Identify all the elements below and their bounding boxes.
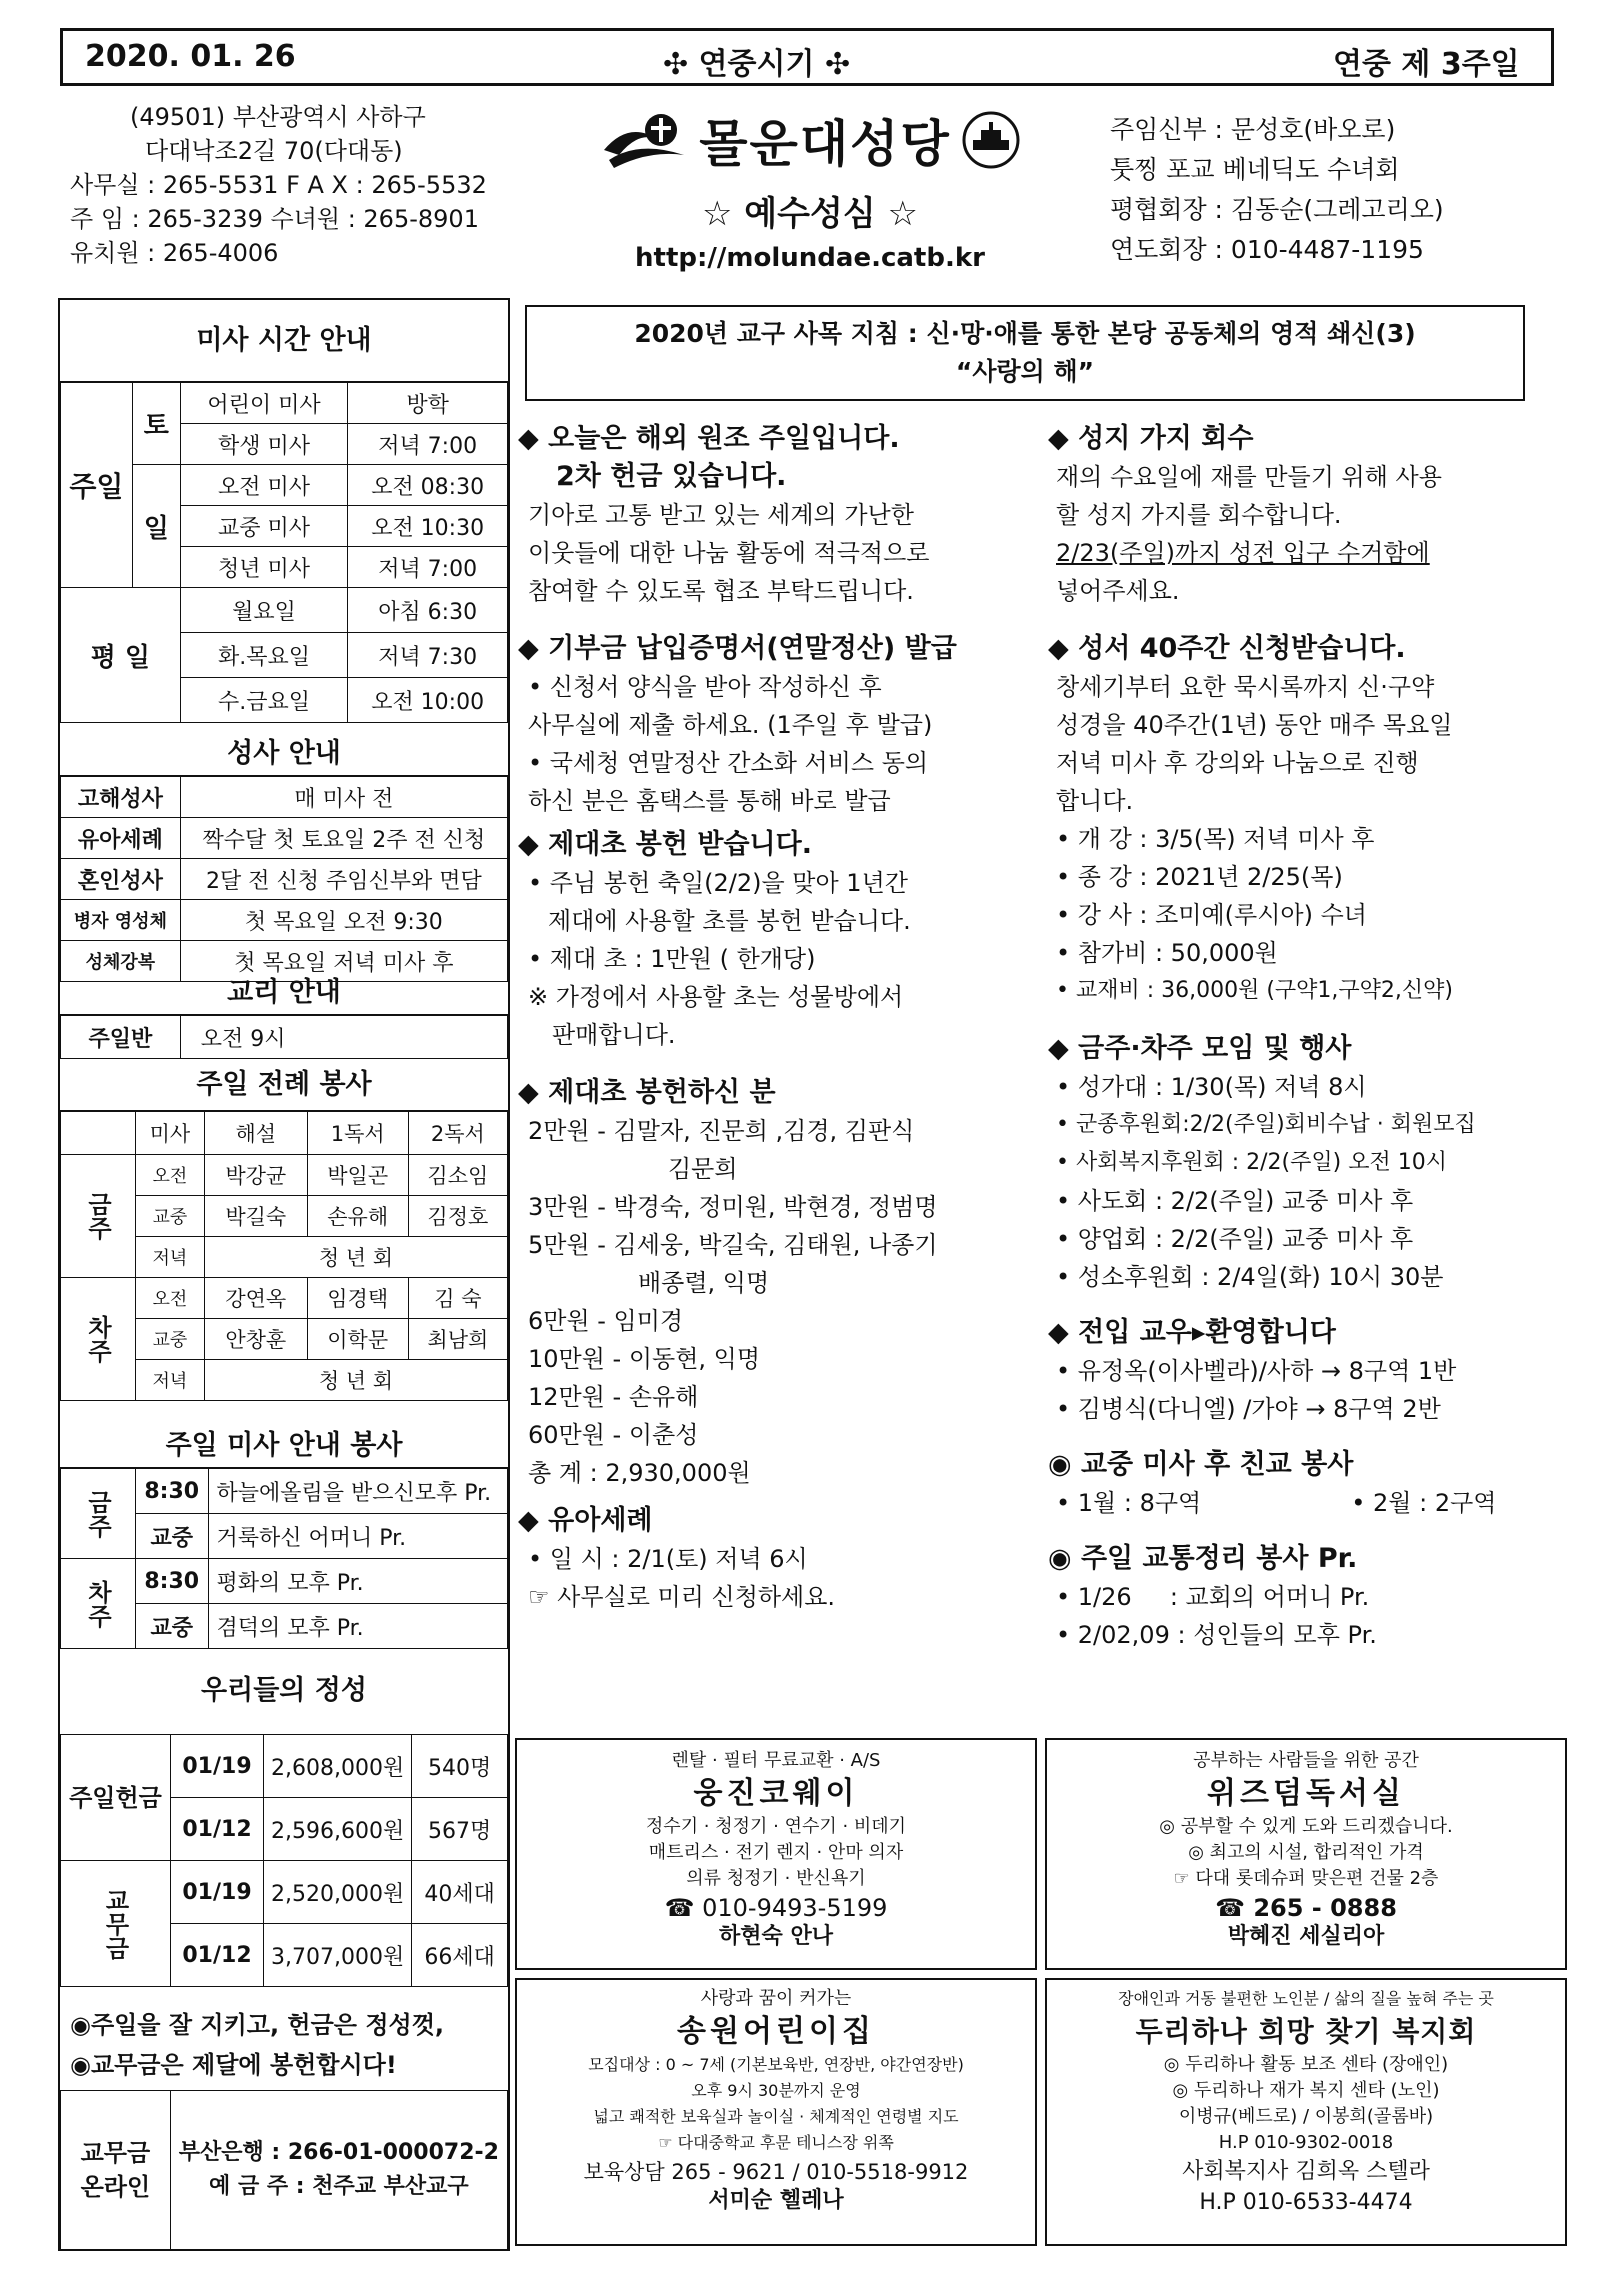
mass-slot: 저녁 bbox=[136, 1237, 205, 1278]
liturgical-season: ✣ 연중시기 ✣ bbox=[663, 47, 851, 82]
reader-1: 임경택 bbox=[307, 1278, 408, 1319]
notice-heading: ◆ 전입 교우▸환영합니다 bbox=[1048, 1317, 1336, 1348]
guide-group: 평화의 모후 Pr. bbox=[208, 1559, 508, 1604]
donor-line: 12만원 - 손유해 bbox=[528, 1383, 699, 1411]
sacraments-table bbox=[60, 776, 508, 982]
notice-text: • 참가비 : 50,000원 bbox=[1056, 939, 1278, 967]
next-week-label: 차주 bbox=[61, 1278, 136, 1401]
offering-amount: 2,520,000원 bbox=[263, 1861, 411, 1924]
ad-text: ☞ 다대 롯데슈퍼 맞은편 건물 2층 bbox=[1173, 1868, 1439, 1889]
notice-heading: 2차 헌금 있습니다. bbox=[556, 461, 787, 492]
mass-time: 오전 10:30 bbox=[348, 506, 508, 547]
mass-times-table bbox=[60, 382, 508, 723]
notice-heading: ◆ 성지 가지 회수 bbox=[1048, 423, 1254, 454]
mass-slot: 오전 bbox=[136, 1278, 205, 1319]
mass-name: 어린이 미사 bbox=[180, 383, 348, 424]
middle-column bbox=[518, 420, 1038, 1616]
donor-line: 김문희 bbox=[668, 1155, 738, 1183]
column-header: 미사 bbox=[136, 1112, 205, 1155]
donor-total: 총 계 : 2,930,000원 bbox=[528, 1459, 751, 1487]
liturgical-week: 연중 제 3주일 bbox=[1333, 47, 1520, 82]
offering-title: 우리들의 정성 bbox=[201, 1675, 367, 1706]
sacrament-name: 혼인성사 bbox=[61, 859, 181, 900]
notice-text: 성경을 40주간(1년) 동안 매주 목요일 bbox=[1056, 711, 1453, 739]
notice-heading: ◉ 교중 미사 후 친교 봉사 bbox=[1048, 1449, 1354, 1480]
notice-text: • 제대 초 : 1만원 ( 한개당) bbox=[528, 945, 816, 973]
event-item: • 사도회 : 2/2(주일) 교중 미사 후 bbox=[1056, 1187, 1414, 1215]
reader-1: 손유해 bbox=[307, 1196, 408, 1237]
notice-heading: ◆ 제대초 봉헌 받습니다. bbox=[518, 829, 812, 860]
ad-title: 두리하나 희망 찾기 복지회 bbox=[1135, 2015, 1477, 2048]
saturday-label: 토 bbox=[132, 383, 180, 465]
ad-owner: 서미순 헬레나 bbox=[708, 2188, 844, 2213]
ad-text: ◎ 두리하나 재가 복지 센타 (노인) bbox=[1172, 2080, 1440, 2101]
notice-text: 참여할 수 있도록 협조 부탁드립니다. bbox=[528, 577, 914, 605]
mass-slot: 교중 bbox=[136, 1604, 209, 1649]
notice-text: • 국세청 연말정산 간소화 서비스 동의 bbox=[528, 749, 929, 777]
mass-time: 저녁 7:00 bbox=[348, 547, 508, 588]
sacrament-info: 짝수달 첫 토요일 2주 전 신청 bbox=[180, 818, 507, 859]
liturgy-title: 주일 전례 봉사 bbox=[60, 1059, 508, 1111]
event-item: • 군종후원회:2/2(주일)회비수납 · 회원모집 bbox=[1056, 1112, 1476, 1137]
reader-1: 이학문 bbox=[307, 1319, 408, 1360]
offering-amount: 2,608,000원 bbox=[263, 1735, 411, 1798]
donor-line: 60만원 - 이춘성 bbox=[528, 1421, 699, 1449]
ad-tagline: 장애인과 거동 불편한 노인분 / 삶의 질을 높혀 주는 곳 bbox=[1118, 1989, 1494, 2008]
newcomer-item: • 김병식(다니엘) /가야 → 8구역 2반 bbox=[1056, 1395, 1441, 1423]
address-line-1: (49501) 부산광역시 사하구 bbox=[130, 103, 426, 131]
doctrine-table bbox=[60, 1015, 508, 1059]
offering-count: 540명 bbox=[412, 1735, 508, 1798]
ad-title: 위즈덤독서실 bbox=[1207, 1776, 1405, 1811]
notice-heading: ◆ 유아세례 bbox=[518, 1505, 653, 1536]
mass-slot: 8:30 bbox=[136, 1559, 209, 1604]
ad-text: ☞ 다대중학교 후문 테니스장 위쪽 bbox=[658, 2133, 894, 2152]
mass-name: 교중 미사 bbox=[180, 506, 348, 547]
doctrine-class: 주일반 bbox=[61, 1016, 181, 1059]
guide-service-title: 주일 미사 안내 봉사 bbox=[60, 1424, 508, 1468]
donor-line: 5만원 - 김세웅, 박길숙, 김태원, 나종기 bbox=[528, 1231, 938, 1259]
church-name: 몰운대성당 bbox=[699, 115, 951, 173]
mass-time: 저녁 7:30 bbox=[348, 633, 508, 678]
mass-slot: 오전 bbox=[136, 1155, 205, 1196]
this-week-label: 금주 bbox=[61, 1155, 136, 1278]
ad-tagline: 렌탈 · 필터 무료교환 · A/S bbox=[671, 1750, 881, 1771]
notice-text: 재의 수요일에 재를 만들기 위해 사용 bbox=[1056, 463, 1442, 491]
ad-text: ◎ 두리하나 활동 보조 센타 (장애인) bbox=[1163, 2054, 1449, 2075]
banner-line-2: “사랑의 해” bbox=[955, 357, 1095, 386]
sunday-day-label: 일 bbox=[132, 465, 180, 588]
ad-owner: 박혜진 세실리아 bbox=[1227, 1924, 1385, 1949]
ad-coway bbox=[515, 1738, 1037, 1970]
notice-text: 기아로 고통 받고 있는 세계의 가난한 bbox=[528, 501, 914, 529]
sacrament-name: 유아세례 bbox=[61, 818, 181, 859]
church-contact bbox=[70, 100, 550, 270]
mass-slot: 교중 bbox=[136, 1319, 205, 1360]
offering-date: 01/19 bbox=[171, 1861, 264, 1924]
online-label-line: 교무금 bbox=[80, 2139, 151, 2167]
guide-group: 하늘에올림을 받으신모후 Pr. bbox=[208, 1469, 508, 1514]
commentator: 안창훈 bbox=[204, 1319, 307, 1360]
commentator: 강연옥 bbox=[204, 1278, 307, 1319]
offering-date: 01/12 bbox=[171, 1924, 264, 1987]
prayer-leader: 연도회장 : 010-4487-1195 bbox=[1110, 235, 1424, 264]
reader-2: 김소임 bbox=[408, 1155, 507, 1196]
online-label-line: 온라인 bbox=[80, 2173, 151, 2201]
rectory-phone: 주 임 : 265-3239 수녀원 : 265-8901 bbox=[70, 205, 479, 233]
online-tithe-table bbox=[60, 2090, 508, 2250]
mass-time: 아침 6:30 bbox=[348, 588, 508, 633]
offering-amount: 2,596,600원 bbox=[263, 1798, 411, 1861]
traffic-duty-item: • 2/02,09 : 성인들의 모후 Pr. bbox=[1056, 1621, 1377, 1649]
ad-phone: H.P 010-6533-4474 bbox=[1199, 2190, 1413, 2215]
sacraments-title: 성사 안내 bbox=[60, 732, 508, 776]
ad-text: 이병규(베드로) / 이봉희(골롬바) bbox=[1178, 2106, 1434, 2127]
ad-text: 오후 9시 30분까지 운영 bbox=[691, 2081, 861, 2100]
notice-text: 사무실에 제출 하세요. (1주일 후 발급) bbox=[528, 711, 933, 739]
ad-durihana-welfare bbox=[1045, 1978, 1567, 2246]
sacrament-info: 첫 목요일 저녁 미사 후 bbox=[180, 941, 507, 982]
notice-text: 저녁 미사 후 강의와 나눔으로 진행 bbox=[1056, 749, 1419, 777]
offering-notes bbox=[70, 2005, 500, 2085]
notice-text: 판매합니다. bbox=[552, 1021, 676, 1049]
event-item: • 성가대 : 1/30(목) 저녁 8시 bbox=[1056, 1073, 1367, 1101]
notice-text: 2/23(주일)까지 성전 입구 수거함에 bbox=[1056, 539, 1430, 567]
mass-name: 오전 미사 bbox=[180, 465, 348, 506]
offering-count: 40세대 bbox=[412, 1861, 508, 1924]
account-holder: 예 금 주 : 천주교 부산교구 bbox=[209, 2174, 469, 2199]
notice-heading: ◆ 성서 40주간 신청받습니다. bbox=[1048, 633, 1406, 664]
offering-date: 01/12 bbox=[171, 1798, 264, 1861]
sisters-congregation: 툿찡 포교 베네딕도 수녀회 bbox=[1110, 155, 1400, 184]
notice-heading: ◉ 주일 교통정리 봉사 Pr. bbox=[1048, 1543, 1358, 1574]
liturgy-table bbox=[60, 1111, 508, 1401]
guide-group: 겸덕의 모후 Pr. bbox=[208, 1604, 508, 1649]
mass-slot: 교중 bbox=[136, 1514, 209, 1559]
commentator: 박강균 bbox=[204, 1155, 307, 1196]
notice-text: 이웃들에 대한 나눔 활동에 적극적으로 bbox=[528, 539, 930, 567]
left-column bbox=[58, 298, 510, 2251]
address-line-2: 다대낙조2길 70(다대동) bbox=[145, 137, 403, 165]
doctrine-title: 교리 안내 bbox=[60, 971, 508, 1015]
ad-songwon-daycare bbox=[515, 1978, 1037, 2246]
donor-line: 3만원 - 박경숙, 정미원, 박현경, 정범명 bbox=[528, 1193, 938, 1221]
offering-count: 567명 bbox=[412, 1798, 508, 1861]
mass-slot: 교중 bbox=[136, 1196, 205, 1237]
sacrament-name: 고해성사 bbox=[61, 777, 181, 818]
guide-service-table bbox=[60, 1468, 508, 1649]
mass-time: 저녁 7:00 bbox=[348, 424, 508, 465]
event-item: • 성소후원회 : 2/4일(화) 10시 30분 bbox=[1056, 1263, 1444, 1291]
ad-text: 의류 청정기 · 반신욕기 bbox=[686, 1868, 866, 1889]
notice-heading: ◆ 오늘은 해외 원조 주일입니다. bbox=[518, 423, 900, 454]
offering-amount: 3,707,000원 bbox=[263, 1924, 411, 1987]
next-week-label: 차주 bbox=[61, 1559, 136, 1649]
pastor: 주임신부 : 문성호(바오로) bbox=[1110, 115, 1396, 144]
ad-owner: 사회복지사 김희옥 스텔라 bbox=[1182, 2159, 1430, 2184]
reader-2: 최남희 bbox=[408, 1319, 507, 1360]
kindergarten-phone: 유치원 : 265-4006 bbox=[70, 239, 279, 267]
top-bar bbox=[60, 28, 1554, 86]
sacrament-info: 2달 전 신청 주임신부와 면담 bbox=[180, 859, 507, 900]
notice-text: 창세기부터 요한 묵시록까지 신·구약 bbox=[1056, 673, 1435, 701]
commentator: 박길숙 bbox=[204, 1196, 307, 1237]
office-phone: 사무실 : 265-5531 F A X : 265-5532 bbox=[70, 171, 487, 199]
sacrament-name: 성체강복 bbox=[61, 941, 181, 982]
sacrament-info: 첫 목요일 오전 9:30 bbox=[180, 900, 507, 941]
mass-time: 오전 10:00 bbox=[348, 678, 508, 723]
notice-text: • 종 강 : 2021년 2/25(목) bbox=[1056, 863, 1343, 891]
mass-name: 청년 미사 bbox=[180, 547, 348, 588]
column-header: 1독서 bbox=[307, 1112, 408, 1155]
reader-2: 김 숙 bbox=[408, 1278, 507, 1319]
notice-text: 하신 분은 홈택스를 통해 바로 발급 bbox=[528, 787, 891, 815]
donor-line: 10만원 - 이동현, 익명 bbox=[528, 1345, 761, 1373]
reader-2: 김정호 bbox=[408, 1196, 507, 1237]
donor-line: 6만원 - 임미경 bbox=[528, 1307, 684, 1335]
mass-name: 월요일 bbox=[180, 588, 348, 633]
offering-count: 66세대 bbox=[412, 1924, 508, 1987]
event-item: • 사회복지후원회 : 2/2(주일) 오전 10시 bbox=[1056, 1150, 1447, 1175]
this-week-label: 금주 bbox=[61, 1469, 136, 1559]
sunday-label: 주일 bbox=[61, 383, 133, 588]
ad-text: ◎ 최고의 시설, 합리적인 가격 bbox=[1188, 1842, 1424, 1863]
ad-text: 모집대상 : 0 ~ 7세 (기본보육반, 연장반, 야간연장반) bbox=[588, 2055, 964, 2074]
ship-emblem-icon bbox=[961, 110, 1021, 170]
sacrament-info: 매 미사 전 bbox=[180, 777, 507, 818]
notice-text: • 강 사 : 조미예(루시아) 수녀 bbox=[1056, 901, 1367, 929]
banner-line-1: 2020년 교구 사목 지침 : 신·망·애를 통한 본당 공동체의 영적 쇄신(3) bbox=[634, 319, 1416, 348]
church-motto: ☆ 예수성심 ☆ bbox=[701, 194, 918, 234]
mass-slot: 8:30 bbox=[136, 1469, 209, 1514]
notice-text: • 주님 봉헌 축일(2/2)을 맞아 1년간 bbox=[528, 869, 908, 897]
column-header: 2독서 bbox=[408, 1112, 507, 1155]
notice-text: 넣어주세요. bbox=[1056, 577, 1180, 605]
ad-owner: 하현숙 안나 bbox=[719, 1924, 833, 1949]
ad-phone: 보육상담 265 - 9621 / 010-5518-9912 bbox=[583, 2160, 969, 2184]
pastoral-theme-banner bbox=[525, 305, 1525, 401]
notice-text: 할 성지 가지를 회수합니다. bbox=[1056, 501, 1342, 529]
guide-group: 거룩하신 어머니 Pr. bbox=[208, 1514, 508, 1559]
issue-date: 2020. 01. 26 bbox=[85, 39, 296, 74]
mass-name: 학생 미사 bbox=[180, 424, 348, 465]
ad-title: 웅진코웨이 bbox=[693, 1776, 859, 1811]
fellowship-item: • 1월 : 8구역 bbox=[1056, 1489, 1202, 1517]
notice-text: ※ 가정에서 사용할 초는 성물방에서 bbox=[528, 983, 904, 1011]
mass-times-title: 미사 시간 안내 bbox=[60, 300, 508, 382]
sacrament-name: 병자 영성체 bbox=[61, 900, 181, 941]
church-logo-icon bbox=[599, 110, 689, 170]
notice-heading: ◆ 금주·차주 모임 및 행사 bbox=[1048, 1033, 1352, 1064]
newcomer-item: • 유정옥(이사벨라)/사하 → 8구역 1반 bbox=[1056, 1357, 1457, 1385]
notice-text: ☞ 사무실로 미리 신청하세요. bbox=[528, 1583, 836, 1611]
ad-text: ◎ 공부할 수 있게 도와 드리겠습니다. bbox=[1159, 1816, 1453, 1837]
youth-group: 청 년 회 bbox=[204, 1237, 507, 1278]
fellowship-item: • 2월 : 2구역 bbox=[1351, 1489, 1497, 1517]
tithe-label: 교무금 bbox=[61, 1861, 171, 1987]
offering-date: 01/19 bbox=[171, 1735, 264, 1798]
ad-title: 송원어린이집 bbox=[677, 2014, 875, 2049]
notice-text: • 일 시 : 2/1(토) 저녁 6시 bbox=[528, 1545, 808, 1573]
notice-text: 제대에 사용할 초를 봉헌 받습니다. bbox=[548, 907, 911, 935]
column-header: 해설 bbox=[204, 1112, 307, 1155]
ad-text: 매트리스 · 전기 렌지 · 안마 의자 bbox=[648, 1842, 904, 1863]
mass-name: 화.목요일 bbox=[180, 633, 348, 678]
bank-account: 부산은행 : 266-01-000072-2 bbox=[178, 2140, 499, 2165]
ad-phone: ☎ 265 - 0888 bbox=[1215, 1894, 1397, 1922]
donor-line: 2만원 - 김말자, 진문희 ,김경, 김판식 bbox=[528, 1117, 915, 1145]
ad-wisdom-study bbox=[1045, 1738, 1567, 1970]
right-column bbox=[1048, 420, 1568, 1654]
council-president: 평협회장 : 김동순(그레고리오) bbox=[1110, 195, 1444, 224]
church-website-link[interactable]: http://molundae.catb.kr bbox=[635, 243, 985, 273]
tithe-note: ◉교무금은 제달에 봉헌합시다! bbox=[70, 2051, 397, 2079]
notice-heading: ◆ 기부금 납입증명서(연말정산) 발급 bbox=[518, 633, 957, 664]
church-officers bbox=[1110, 110, 1570, 270]
ad-phone: ☎ 010-9493-5199 bbox=[664, 1894, 888, 1922]
reader-1: 박일곤 bbox=[307, 1155, 408, 1196]
doctrine-time: 오전 9시 bbox=[180, 1016, 507, 1059]
ad-text: 정수기 · 청정기 · 연수기 · 비데기 bbox=[645, 1816, 907, 1837]
notice-text: • 교재비 : 36,000원 (구약1,구약2,신약) bbox=[1056, 978, 1454, 1003]
youth-group: 청 년 회 bbox=[204, 1360, 507, 1401]
ad-text: 넓고 쾌적한 보육실과 놀이실 · 체계적인 연령별 지도 bbox=[593, 2107, 959, 2126]
mass-slot: 저녁 bbox=[136, 1360, 205, 1401]
ad-tagline: 사랑과 꿈이 커가는 bbox=[700, 1988, 852, 2009]
mass-name: 수.금요일 bbox=[180, 678, 348, 723]
weekday-label: 평 일 bbox=[61, 588, 181, 723]
mass-time: 방학 bbox=[348, 383, 508, 424]
church-masthead bbox=[560, 100, 1060, 273]
online-tithe-label bbox=[61, 2091, 171, 2250]
offering-note: ◉주일을 잘 지키고, 헌금은 정성껏, bbox=[70, 2011, 444, 2039]
notice-text: • 개 강 : 3/5(목) 저녁 미사 후 bbox=[1056, 825, 1375, 853]
donor-line: 배종렬, 익명 bbox=[638, 1269, 770, 1297]
notice-text: • 신청서 양식을 받아 작성하신 후 bbox=[528, 673, 882, 701]
mass-time: 오전 08:30 bbox=[348, 465, 508, 506]
notice-text: 합니다. bbox=[1056, 787, 1134, 815]
notice-heading: ◆ 제대초 봉헌하신 분 bbox=[518, 1077, 776, 1108]
event-item: • 양업회 : 2/2(주일) 교중 미사 후 bbox=[1056, 1225, 1414, 1253]
ad-text: H.P 010-9302-0018 bbox=[1218, 2132, 1394, 2153]
traffic-duty-item: • 1/26 : 교회의 어머니 Pr. bbox=[1056, 1583, 1370, 1611]
sunday-offering-label: 주일헌금 bbox=[61, 1735, 171, 1861]
ad-tagline: 공부하는 사람들을 위한 공간 bbox=[1193, 1750, 1419, 1771]
offering-table bbox=[60, 1734, 508, 1987]
